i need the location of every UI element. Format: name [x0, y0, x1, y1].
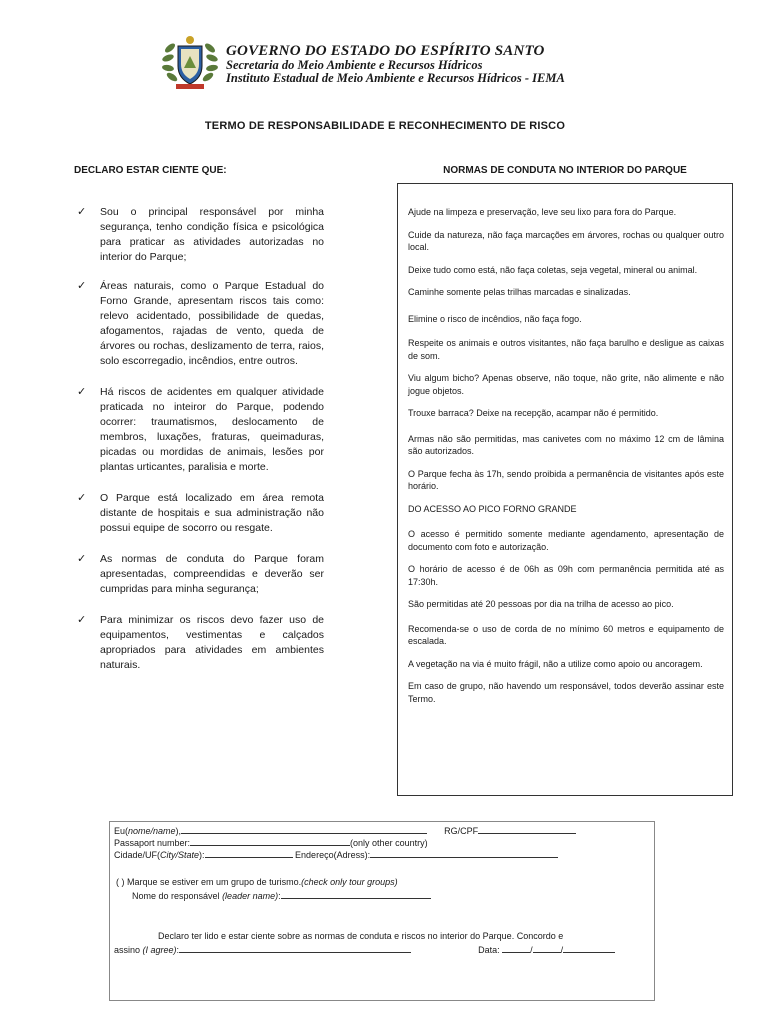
list-item: A vegetação na via é muito frágil, não a utilize como apoio ou ancoragem. — [408, 658, 703, 669]
list-item: Respeite os animais e outros visitantes, não faça barulho e desligue as caixas de som. — [408, 338, 724, 361]
list-item: Ajude na limpeza e preservação, leve seu lixo para fora do Parque. — [408, 207, 677, 217]
norms-box — [397, 183, 733, 796]
tour-group-row: ( ) Marque se estiver em um grupo de turismo.(check only tour groups) — [116, 877, 398, 887]
signature-row: assino (I agree): Data: / / — [114, 943, 615, 956]
list-item: ✓ As normas de conduta do Parque foram apresentadas, compreendidas e deverão ser cumpridas para minha segurança; — [77, 553, 324, 595]
address-field[interactable] — [370, 848, 558, 858]
access-section-heading: DO ACESSO AO PICO FORNO GRANDE — [408, 503, 577, 514]
visitor-form — [109, 821, 655, 1001]
header-institute: Instituto Estadual de Meio Ambiente e Recursos Hídricos - IEMA — [226, 71, 565, 85]
date-day-field[interactable] — [502, 943, 530, 953]
declaration-text: Declaro ter lido e estar ciente sobre as normas de conduta e riscos no interior do Parque. Concordo e — [158, 931, 564, 941]
check-icon: ✓ — [77, 206, 87, 218]
tour-group-checkbox[interactable]: ( ) — [116, 877, 125, 887]
norms-heading: NORMAS DE CONDUTA NO INTERIOR DO PARQUE — [443, 165, 687, 176]
check-icon: ✓ — [77, 614, 87, 626]
list-item: O horário de acesso é de 06h as 09h com permanência permitida até as 17:30h. — [408, 564, 724, 587]
list-item: Recomenda-se o uso de corda de no mínimo 60 metros e equipamento de escalada. — [408, 623, 724, 646]
signature-field[interactable] — [179, 943, 411, 953]
leader-name-field[interactable] — [281, 889, 431, 899]
list-item: São permitidas até 20 pessoas por dia na trilha de acesso ao pico. — [408, 599, 674, 609]
list-item: ✓ Sou o principal responsável por minha segurança, tenho condição física e psicológica para praticar as atividades autorizadas no interior do Parque; — [77, 206, 324, 263]
passport-field[interactable] — [190, 836, 350, 846]
date-year-field[interactable] — [563, 943, 615, 953]
list-item: Caminhe somente pelas trilhas marcadas e sinalizadas. — [408, 287, 631, 297]
letterhead — [162, 34, 642, 92]
date-month-field[interactable] — [533, 943, 561, 953]
list-item: Cuide da natureza, não faça marcações em árvores, rochas ou qualquer outro local. — [408, 229, 724, 252]
list-item: ✓ Há riscos de acidentes em qualquer atividade praticada no inteiror do Parque, podendo ocorrer: traumatismos, deslocamento de membros, luxações, fraturas, queimaduras, picadas ou mordidas de animais, lesões por plantas urticantes, paralisia e morte. — [77, 386, 324, 473]
list-item: O Parque fecha às 17h, sendo proibida a permanência de visitantes após este horário. — [408, 468, 724, 491]
state-coat-of-arms-icon — [162, 34, 218, 92]
list-item: Viu algum bicho? Apenas observe, não toque, não grite, não alimente e não jogue objetos. — [408, 373, 724, 396]
check-icon: ✓ — [77, 553, 87, 565]
check-icon: ✓ — [77, 492, 87, 504]
declarations-heading: DECLARO ESTAR CIENTE QUE: — [74, 165, 227, 176]
document-title: TERMO DE RESPONSABILIDADE E RECONHECIMENTO DE RISCO — [204, 120, 566, 132]
list-item: Armas não são permitidas, mas canivetes com no máximo 12 cm de lâmina são autorizados. — [408, 433, 724, 456]
header-government: GOVERNO DO ESTADO DO ESPÍRITO SANTO — [226, 43, 545, 59]
leader-row: Nome do responsável (leader name): — [132, 889, 431, 902]
rg-cpf-field[interactable] — [478, 824, 576, 834]
list-item: Em caso de grupo, não havendo um responsável, todos deverão assinar este Termo. — [408, 681, 724, 704]
norms-list — [408, 206, 724, 705]
name-row: Eu(nome/name), RG/CPF — [114, 824, 576, 837]
declarations-list — [74, 205, 324, 673]
list-item: Trouxe barraca? Deixe na recepção, acampar não é permitido. — [408, 408, 659, 418]
check-icon: ✓ — [77, 280, 87, 292]
list-item: ✓ O Parque está localizado em área remota distante de hospitais e sua administração não possui equipe de socorro ou resgate. — [77, 492, 324, 534]
city-state-field[interactable] — [205, 848, 293, 858]
list-item: Deixe tudo como está, não faça coletas, seja vegetal, mineral ou animal. — [408, 264, 698, 275]
list-item: Elimine o risco de incêndios, não faça fogo. — [408, 313, 582, 324]
passport-row: Passaport number: (only other country) — [114, 838, 428, 848]
list-item: ✓ Para minimizar os riscos devo fazer uso de equipamentos, vestimentas e calçados apropriados para atividades em ambientes naturais. — [77, 614, 324, 671]
header-secretariat: Secretaria do Meio Ambiente e Recursos Hídricos — [226, 58, 483, 72]
list-item: O acesso é permitido somente mediante agendamento, apresentação de documento com foto e autorização. — [408, 529, 724, 552]
check-icon: ✓ — [77, 386, 87, 398]
list-item: ✓ Áreas naturais, como o Parque Estadual do Forno Grande, apresentam riscos tais como: relevo acidentado, possibilidade de quedas, afogamentos, rajadas de vento, queda de árvores ou rochas, deslizamento de terra, raios, solo escorregadio, incêndios, entre outros. — [77, 280, 324, 367]
name-field[interactable] — [181, 824, 427, 834]
city-address-row: Cidade/UF(City/State): Endereço(Adress): — [114, 848, 558, 861]
